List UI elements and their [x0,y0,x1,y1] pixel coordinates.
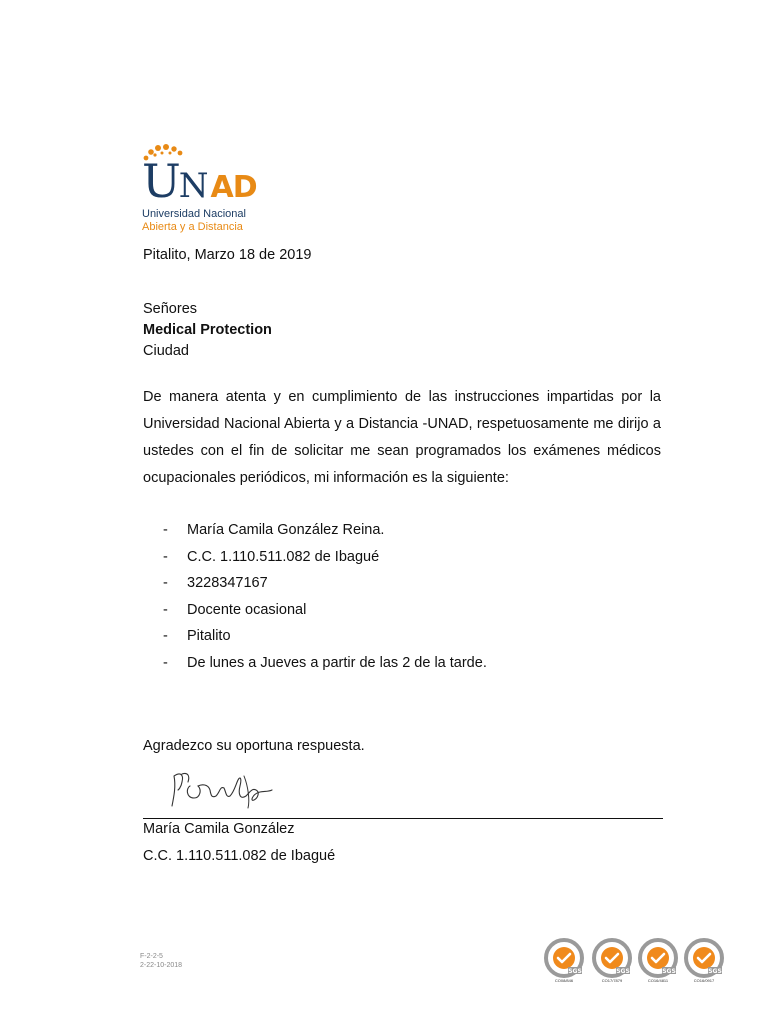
list-item-text: Docente ocasional [187,601,307,618]
certification-seals [543,938,733,990]
logo-letters-ad: AD [210,170,257,205]
sgs-seal-3 [637,938,679,990]
logo-wordmark [142,154,257,208]
recipient-city: Ciudad [143,343,189,359]
sgs-seal-2 [591,938,633,990]
closing-line: Agradezco su oportuna respuesta. [143,738,365,754]
form-code [140,952,182,970]
sgs-check-icon [683,938,725,978]
sgs-check-icon [591,938,633,978]
salutation: Señores [143,301,198,317]
list-bullet: - [163,575,168,592]
list-bullet: - [163,601,168,618]
list-item-text: C.C. 1.110.511.082 de Ibagué [187,548,380,565]
signer-name: María Camila González [143,821,295,837]
handwritten-signature [168,766,278,816]
logo-distance-line: Abierta y a Distancia [142,221,243,233]
cert-code: CO16/0917 [693,978,715,983]
sgs-mark: SGS [662,968,676,975]
list-bullet: - [163,654,168,671]
sgs-check-icon [637,938,679,978]
sgs-seal-4 [683,938,725,990]
list-item-text: 3228347167 [187,575,268,592]
list-item-text: De lunes a Jueves a partir de las 2 de la tarde. [187,654,487,671]
unad-logo [140,144,270,236]
list-item-text: Pitalito [187,628,231,645]
list-bullet: - [163,522,168,538]
logo-letter-n: N [178,166,209,206]
list-bullet: - [163,548,168,565]
form-code-number: F-2-2-5 [140,953,163,960]
list-item-text: María Camila González Reina. [187,522,385,538]
recipient-name: Medical Protection [143,322,272,338]
cert-code: CO16/4811 [647,978,669,983]
sgs-seal-1 [543,938,585,990]
body-paragraph: De manera atenta y en cumplimiento de las instrucciones impartidas por la Universidad Nacional Abierta y a Distancia -UNAD, respetuosamente me dirijo a ustedes con el fin de solicitar me sean programados los exámenes médicos ocupacionales periódicos, mi información es la siguiente: [143,389,661,486]
list-bullet: - [163,628,168,645]
sgs-mark: SGS [616,968,630,975]
cert-code: CO08/846 [554,978,574,983]
cert-code: CO17/7879 [601,978,623,983]
sgs-check-icon [543,938,585,978]
sgs-mark: SGS [708,968,722,975]
sgs-mark: SGS [568,968,582,975]
signer-id: C.C. 1.110.511.082 de Ibagué [143,848,336,864]
form-code-version: 2-22-10-2018 [140,962,183,969]
logo-letter-u: U [142,154,181,208]
logo-university-line: Universidad Nacional [142,208,246,220]
date-line: Pitalito, Marzo 18 de 2019 [143,247,312,263]
